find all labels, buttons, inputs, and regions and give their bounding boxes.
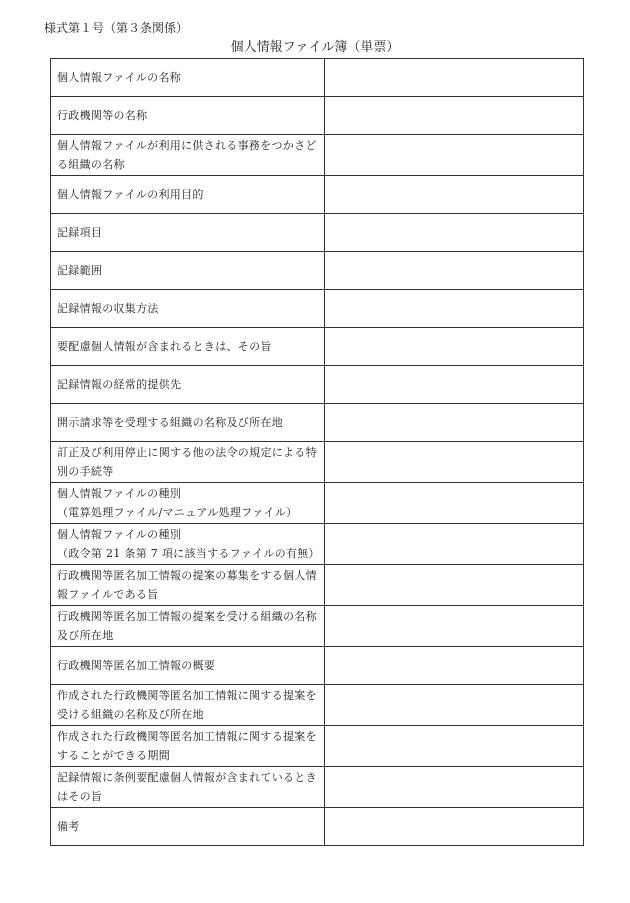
item-label: 個人情報ファイルの種別 bbox=[57, 528, 182, 541]
value-cell[interactable] bbox=[325, 565, 584, 606]
item-cell bbox=[51, 290, 325, 328]
value-cell[interactable] bbox=[325, 366, 584, 404]
item-cell bbox=[51, 565, 325, 606]
item-label: 記録情報の経常的提供先 bbox=[57, 378, 182, 391]
item-label: 個人情報ファイルの種別 bbox=[57, 487, 182, 500]
item-cell bbox=[51, 606, 325, 647]
value-cell[interactable] bbox=[325, 647, 584, 685]
table-row bbox=[51, 524, 584, 565]
item-cell bbox=[51, 808, 325, 846]
item-label: 個人情報ファイルが利用に供される事務をつかさどる組織の名称 bbox=[57, 139, 317, 171]
value-cell[interactable] bbox=[325, 135, 584, 176]
table-row bbox=[51, 726, 584, 767]
table-row bbox=[51, 97, 584, 135]
item-cell bbox=[51, 214, 325, 252]
value-cell[interactable] bbox=[325, 808, 584, 846]
item-label: 作成された行政機関等匿名加工情報に関する提案を受ける組織の名称及び所在地 bbox=[57, 689, 317, 721]
value-cell[interactable] bbox=[325, 685, 584, 726]
value-cell[interactable] bbox=[325, 97, 584, 135]
item-sublabel: （電算処理ファイル/マニュアル処理ファイル） bbox=[57, 506, 298, 519]
item-label: 訂正及び利用停止に関する他の法令の規定による特別の手続等 bbox=[57, 446, 317, 478]
item-label: 記録情報の収集方法 bbox=[57, 302, 159, 315]
table-row bbox=[51, 252, 584, 290]
value-cell[interactable] bbox=[325, 252, 584, 290]
item-cell bbox=[51, 366, 325, 404]
table-row bbox=[51, 290, 584, 328]
item-label: 個人情報ファイルの名称 bbox=[57, 71, 182, 84]
value-cell[interactable] bbox=[325, 442, 584, 483]
item-label: 行政機関等匿名加工情報の概要 bbox=[57, 659, 216, 672]
item-cell bbox=[51, 97, 325, 135]
item-cell bbox=[51, 176, 325, 214]
value-cell[interactable] bbox=[325, 767, 584, 808]
item-cell bbox=[51, 685, 325, 726]
item-cell bbox=[51, 524, 325, 565]
table-row bbox=[51, 647, 584, 685]
table-row bbox=[51, 366, 584, 404]
item-label: 記録項目 bbox=[57, 226, 103, 239]
value-cell[interactable] bbox=[325, 290, 584, 328]
table-row bbox=[51, 135, 584, 176]
item-label: 開示請求等を受理する組織の名称及び所在地 bbox=[57, 416, 283, 429]
value-cell[interactable] bbox=[325, 606, 584, 647]
item-label: 行政機関等匿名加工情報の提案を受ける組織の名称及び所在地 bbox=[57, 610, 317, 642]
item-sublabel: （政令第 21 条第 7 項に該当するファイルの有無） bbox=[57, 547, 320, 560]
value-cell[interactable] bbox=[325, 524, 584, 565]
item-cell bbox=[51, 726, 325, 767]
item-cell bbox=[51, 483, 325, 524]
item-label: 行政機関等の名称 bbox=[57, 109, 148, 122]
table-row bbox=[51, 483, 584, 524]
item-cell bbox=[51, 767, 325, 808]
register-table bbox=[50, 58, 584, 846]
value-cell[interactable] bbox=[325, 328, 584, 366]
value-cell[interactable] bbox=[325, 214, 584, 252]
item-cell bbox=[51, 135, 325, 176]
table-row bbox=[51, 808, 584, 846]
register-table-body bbox=[51, 59, 584, 846]
table-row bbox=[51, 404, 584, 442]
item-cell bbox=[51, 328, 325, 366]
item-label: 行政機関等匿名加工情報の提案の募集をする個人情報ファイルである旨 bbox=[57, 569, 317, 601]
item-label: 作成された行政機関等匿名加工情報に関する提案をすることができる期間 bbox=[57, 730, 317, 762]
table-row bbox=[51, 59, 584, 97]
table-row bbox=[51, 767, 584, 808]
value-cell[interactable] bbox=[325, 59, 584, 97]
item-label: 備考 bbox=[57, 820, 80, 833]
item-cell bbox=[51, 59, 325, 97]
item-cell bbox=[51, 252, 325, 290]
item-cell bbox=[51, 442, 325, 483]
table-row bbox=[51, 685, 584, 726]
item-label: 記録範囲 bbox=[57, 264, 103, 277]
item-label: 記録情報に条例要配慮個人情報が含まれているときはその旨 bbox=[57, 771, 317, 803]
table-row bbox=[51, 565, 584, 606]
item-cell bbox=[51, 404, 325, 442]
page-title: 個人情報ファイル簿（単票） bbox=[230, 40, 400, 55]
table-row bbox=[51, 328, 584, 366]
value-cell[interactable] bbox=[325, 726, 584, 767]
item-label: 要配慮個人情報が含まれるときは、その旨 bbox=[57, 340, 272, 353]
value-cell[interactable] bbox=[325, 176, 584, 214]
table-row bbox=[51, 176, 584, 214]
item-cell bbox=[51, 647, 325, 685]
table-row bbox=[51, 606, 584, 647]
item-label: 個人情報ファイルの利用目的 bbox=[57, 188, 204, 201]
table-row bbox=[51, 214, 584, 252]
table-row bbox=[51, 442, 584, 483]
form-number: 様式第１号（第３条関係） bbox=[44, 21, 189, 35]
value-cell[interactable] bbox=[325, 404, 584, 442]
value-cell[interactable] bbox=[325, 483, 584, 524]
